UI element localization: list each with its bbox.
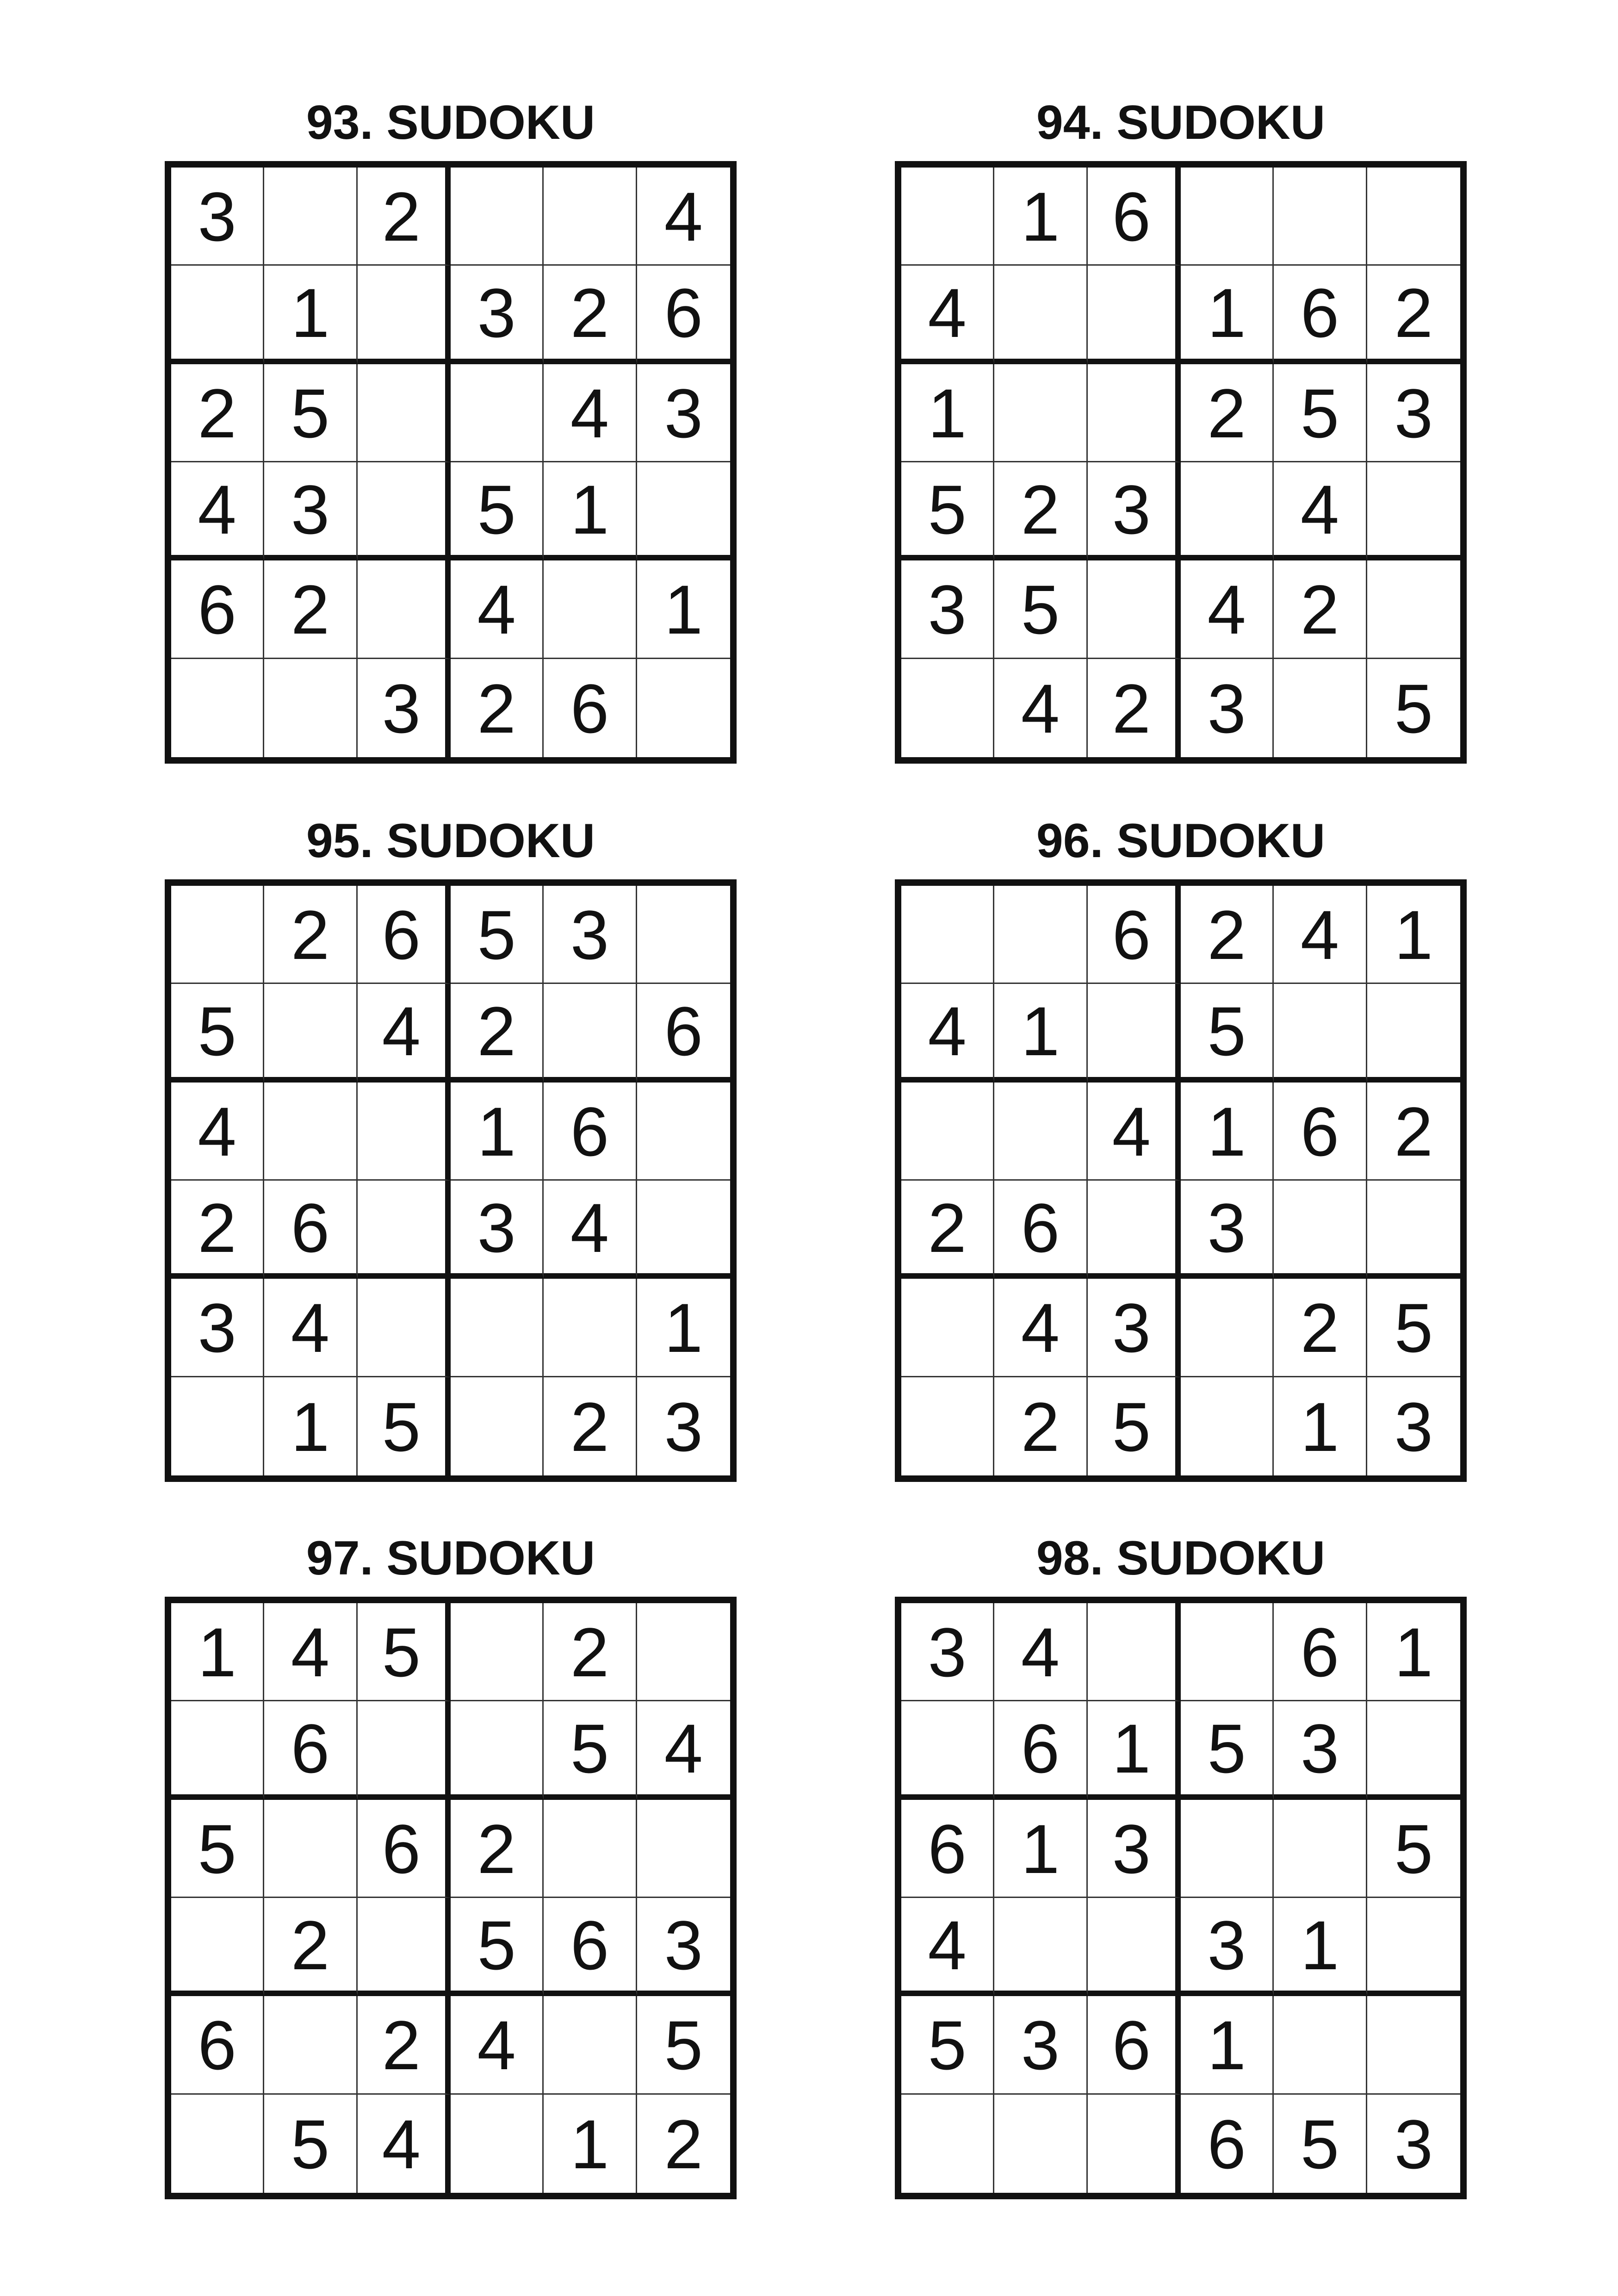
sudoku-cell: 1 bbox=[1274, 1898, 1367, 1996]
sudoku-cell bbox=[1367, 1701, 1460, 1799]
sudoku-cell bbox=[1181, 462, 1274, 560]
sudoku-cell bbox=[994, 2095, 1087, 2193]
sudoku-cell: 4 bbox=[451, 560, 544, 659]
sudoku-cell: 4 bbox=[994, 659, 1087, 757]
sudoku-cell: 1 bbox=[451, 1083, 544, 1181]
sudoku-cell bbox=[544, 168, 637, 266]
sudoku-cell: 2 bbox=[544, 1377, 637, 1475]
sudoku-cell bbox=[358, 1898, 451, 1996]
sudoku-cell: 2 bbox=[994, 1377, 1087, 1475]
sudoku-cell: 2 bbox=[358, 1996, 451, 2094]
sudoku-cell bbox=[544, 1279, 637, 1377]
sudoku-cell: 5 bbox=[1181, 1701, 1274, 1799]
sudoku-cell: 4 bbox=[358, 984, 451, 1082]
sudoku-cell bbox=[171, 1701, 264, 1799]
sudoku-cell: 1 bbox=[637, 1279, 730, 1377]
sudoku-cell: 3 bbox=[1274, 1701, 1367, 1799]
sudoku-cell: 1 bbox=[994, 168, 1087, 266]
sudoku-cell: 3 bbox=[664, 1388, 703, 1466]
sudoku-cell bbox=[451, 2095, 544, 2193]
sudoku-cell: 4 bbox=[901, 266, 994, 364]
sudoku-cell: 3 bbox=[1394, 1388, 1433, 1466]
sudoku-cell: 5 bbox=[1367, 1279, 1460, 1377]
sudoku-cell bbox=[171, 2095, 264, 2193]
puzzle-title: 94. SUDOKU bbox=[1036, 96, 1326, 149]
sudoku-cell: 5 bbox=[1394, 670, 1433, 748]
sudoku-cell: 4 bbox=[637, 168, 730, 266]
sudoku-cell: 1 bbox=[171, 1603, 264, 1701]
sudoku-cell: 5 bbox=[264, 2095, 357, 2193]
sudoku-cell: 1 bbox=[1274, 1377, 1367, 1475]
sudoku-cell: 1 bbox=[1181, 1083, 1274, 1181]
sudoku-cell: 2 bbox=[901, 1181, 994, 1279]
sudoku-cell: 4 bbox=[901, 1898, 994, 1996]
sudoku-cell: 6 bbox=[1088, 168, 1181, 266]
sudoku-cell bbox=[171, 886, 264, 984]
sudoku-cell: 1 bbox=[264, 1377, 357, 1475]
sudoku-cell: 1 bbox=[1181, 266, 1274, 364]
sudoku-cell bbox=[637, 1181, 730, 1279]
sudoku-cell bbox=[1181, 168, 1274, 266]
sudoku-cell: 3 bbox=[1367, 364, 1460, 462]
sudoku-cell bbox=[451, 168, 544, 266]
sudoku-cell: 2 bbox=[171, 364, 264, 462]
sudoku-cell: 6 bbox=[1274, 1603, 1367, 1701]
sudoku-cell bbox=[451, 1701, 544, 1799]
sudoku-cell: 1 bbox=[1088, 1701, 1181, 1799]
sudoku-cell: 1 bbox=[637, 560, 730, 659]
sudoku-cell bbox=[1088, 2095, 1181, 2193]
sudoku-cell bbox=[544, 1996, 637, 2094]
sudoku-cell bbox=[901, 659, 994, 757]
sudoku-cell: 2 bbox=[358, 168, 451, 266]
sudoku-cell: 1 bbox=[1181, 1996, 1274, 2094]
sudoku-cell: 3 bbox=[1088, 462, 1181, 560]
sudoku-cell: 1 bbox=[994, 984, 1087, 1082]
sudoku-cell: 2 bbox=[1367, 1083, 1460, 1181]
sudoku-cell bbox=[171, 1898, 264, 1996]
sudoku-cell: 5 bbox=[264, 364, 357, 462]
sudoku-cell bbox=[1274, 659, 1367, 757]
sudoku-cell: 5 bbox=[544, 1701, 637, 1799]
sudoku-cell bbox=[1367, 1898, 1460, 1996]
puzzle-title: 96. SUDOKU bbox=[1036, 814, 1326, 868]
sudoku-cell: 4 bbox=[1181, 560, 1274, 659]
sudoku-cell: 3 bbox=[994, 1996, 1087, 2094]
sudoku-cell bbox=[358, 1083, 451, 1181]
sudoku-cell: 4 bbox=[637, 1701, 730, 1799]
sudoku-cell bbox=[544, 984, 637, 1082]
sudoku-cell bbox=[1367, 560, 1460, 659]
sudoku-cell: 3 bbox=[358, 659, 451, 757]
sudoku-cell: 1 bbox=[1367, 1603, 1460, 1701]
sudoku-cell: 2 bbox=[264, 1898, 357, 1996]
sudoku-cell: 3 bbox=[637, 364, 730, 462]
sudoku-cell: 4 bbox=[264, 1603, 357, 1701]
sudoku-grid bbox=[165, 1597, 737, 2199]
sudoku-cell bbox=[994, 1083, 1087, 1181]
sudoku-cell: 5 bbox=[901, 1996, 994, 2094]
sudoku-cell: 3 bbox=[1181, 1181, 1274, 1279]
sudoku-cell: 1 bbox=[994, 1800, 1087, 1898]
sudoku-cell: 6 bbox=[1274, 1083, 1367, 1181]
sudoku-cell: 5 bbox=[994, 560, 1087, 659]
sudoku-cell: 6 bbox=[1274, 266, 1367, 364]
sudoku-cell: 6 bbox=[544, 659, 637, 757]
sudoku-cell bbox=[1088, 364, 1181, 462]
sudoku-cell bbox=[1274, 1996, 1367, 2094]
sudoku-cell bbox=[1367, 1181, 1460, 1279]
sudoku-cell bbox=[171, 659, 264, 757]
sudoku-grid bbox=[165, 161, 737, 764]
puzzle-title: 97. SUDOKU bbox=[306, 1531, 595, 1585]
sudoku-cell: 6 bbox=[544, 1083, 637, 1181]
sudoku-cell bbox=[264, 659, 357, 757]
sudoku-cell bbox=[637, 1083, 730, 1181]
sudoku-cell bbox=[1088, 266, 1181, 364]
sudoku-cell: 5 bbox=[1274, 2095, 1367, 2193]
sudoku-cell: 3 bbox=[451, 266, 544, 364]
sudoku-cell: 2 bbox=[171, 1181, 264, 1279]
sudoku-cell: 4 bbox=[1274, 462, 1367, 560]
sudoku-cell bbox=[264, 1996, 357, 2094]
sudoku-cell: 1 bbox=[901, 364, 994, 462]
sudoku-cell: 1 bbox=[264, 266, 357, 364]
sudoku-cell: 2 bbox=[264, 560, 357, 659]
sudoku-cell: 5 bbox=[451, 462, 544, 560]
sudoku-cell: 3 bbox=[637, 1898, 730, 1996]
sudoku-cell bbox=[901, 168, 994, 266]
sudoku-cell bbox=[901, 1701, 994, 1799]
sudoku-cell bbox=[901, 1279, 994, 1377]
sudoku-cell: 4 bbox=[1088, 1083, 1181, 1181]
sudoku-cell bbox=[637, 886, 730, 984]
sudoku-cell bbox=[1088, 560, 1181, 659]
sudoku-cell: 1 bbox=[544, 2095, 637, 2193]
sudoku-cell bbox=[1274, 1181, 1367, 1279]
sudoku-grid bbox=[895, 1597, 1467, 2199]
sudoku-cell bbox=[1274, 1800, 1367, 1898]
puzzle-title: 93. SUDOKU bbox=[306, 96, 595, 149]
sudoku-cell: 5 bbox=[901, 462, 994, 560]
sudoku-cell: 3 bbox=[544, 886, 637, 984]
sudoku-cell: 4 bbox=[994, 1603, 1087, 1701]
sudoku-cell: 5 bbox=[358, 1377, 451, 1475]
sudoku-cell: 3 bbox=[1181, 659, 1274, 757]
sudoku-cell bbox=[994, 886, 1087, 984]
sudoku-cell bbox=[544, 560, 637, 659]
sudoku-cell bbox=[1088, 1898, 1181, 1996]
sudoku-cell: 4 bbox=[544, 364, 637, 462]
sudoku-cell bbox=[451, 1279, 544, 1377]
sudoku-cell: 2 bbox=[264, 886, 357, 984]
sudoku-cell bbox=[451, 1377, 544, 1475]
sudoku-cell: 3 bbox=[171, 168, 264, 266]
sudoku-cell: 6 bbox=[358, 886, 451, 984]
sudoku-cell: 5 bbox=[1274, 364, 1367, 462]
sudoku-cell: 4 bbox=[358, 2095, 451, 2193]
sudoku-grid bbox=[895, 879, 1467, 1482]
sudoku-cell: 3 bbox=[901, 560, 994, 659]
sudoku-cell: 5 bbox=[1181, 984, 1274, 1082]
sudoku-cell: 5 bbox=[1088, 1377, 1181, 1475]
sudoku-grid bbox=[895, 161, 1467, 764]
sudoku-cell: 6 bbox=[544, 1898, 637, 1996]
sudoku-cell: 2 bbox=[1274, 1279, 1367, 1377]
sudoku-cell bbox=[637, 1800, 730, 1898]
sudoku-cell: 2 bbox=[544, 266, 637, 364]
sudoku-grid bbox=[165, 879, 737, 1482]
sudoku-cell bbox=[637, 659, 730, 757]
sudoku-cell: 2 bbox=[1181, 886, 1274, 984]
sudoku-cell: 2 bbox=[1367, 266, 1460, 364]
sudoku-cell: 1 bbox=[1367, 886, 1460, 984]
sudoku-cell: 3 bbox=[1394, 2105, 1433, 2184]
puzzle-title: 98. SUDOKU bbox=[1036, 1531, 1326, 1585]
sudoku-cell bbox=[1367, 1996, 1460, 2094]
sudoku-cell bbox=[1181, 1377, 1274, 1475]
sudoku-cell: 6 bbox=[171, 1996, 264, 2094]
sudoku-cell bbox=[901, 2095, 994, 2193]
sudoku-cell: 4 bbox=[264, 1279, 357, 1377]
sudoku-cell: 4 bbox=[451, 1996, 544, 2094]
sudoku-cell bbox=[637, 462, 730, 560]
sudoku-cell: 5 bbox=[171, 984, 264, 1082]
sudoku-cell bbox=[1181, 1279, 1274, 1377]
sudoku-cell bbox=[1274, 168, 1367, 266]
sudoku-cell bbox=[1274, 984, 1367, 1082]
sudoku-cell: 5 bbox=[171, 1800, 264, 1898]
sudoku-cell bbox=[901, 1083, 994, 1181]
sudoku-cell: 5 bbox=[451, 886, 544, 984]
sudoku-cell bbox=[1367, 462, 1460, 560]
sudoku-cell: 6 bbox=[901, 1800, 994, 1898]
sudoku-cell: 3 bbox=[451, 1181, 544, 1279]
sudoku-cell bbox=[264, 1800, 357, 1898]
sudoku-cell bbox=[994, 1898, 1087, 1996]
sudoku-cell bbox=[171, 1377, 264, 1475]
sudoku-cell: 6 bbox=[1088, 886, 1181, 984]
sudoku-cell bbox=[171, 266, 264, 364]
sudoku-cell bbox=[358, 266, 451, 364]
sudoku-cell: 4 bbox=[901, 984, 994, 1082]
sudoku-cell: 5 bbox=[358, 1603, 451, 1701]
sudoku-cell: 3 bbox=[264, 462, 357, 560]
puzzle-title: 95. SUDOKU bbox=[306, 814, 595, 868]
sudoku-cell bbox=[358, 462, 451, 560]
sudoku-cell bbox=[1181, 1800, 1274, 1898]
sudoku-cell bbox=[451, 1603, 544, 1701]
sudoku-cell bbox=[901, 1377, 994, 1475]
sudoku-cell: 4 bbox=[1274, 886, 1367, 984]
sudoku-cell: 2 bbox=[1181, 364, 1274, 462]
sudoku-cell: 6 bbox=[637, 984, 730, 1082]
sudoku-cell: 2 bbox=[451, 984, 544, 1082]
sudoku-cell: 2 bbox=[1274, 560, 1367, 659]
sudoku-cell: 4 bbox=[994, 1279, 1087, 1377]
sudoku-cell bbox=[451, 364, 544, 462]
sudoku-cell: 5 bbox=[1367, 1800, 1460, 1898]
sudoku-cell: 3 bbox=[1088, 1800, 1181, 1898]
sudoku-cell bbox=[264, 1083, 357, 1181]
sudoku-cell: 6 bbox=[171, 560, 264, 659]
sudoku-cell bbox=[994, 266, 1087, 364]
sudoku-cell: 2 bbox=[664, 2105, 703, 2184]
sudoku-cell bbox=[637, 1603, 730, 1701]
sudoku-cell bbox=[1088, 1181, 1181, 1279]
sudoku-cell bbox=[358, 364, 451, 462]
sudoku-cell: 2 bbox=[451, 1800, 544, 1898]
sudoku-cell: 6 bbox=[264, 1701, 357, 1799]
sudoku-cell: 4 bbox=[171, 462, 264, 560]
sudoku-cell bbox=[1367, 168, 1460, 266]
sudoku-cell: 4 bbox=[171, 1083, 264, 1181]
sudoku-cell bbox=[994, 364, 1087, 462]
sudoku-cell: 5 bbox=[451, 1898, 544, 1996]
sudoku-cell bbox=[1088, 1603, 1181, 1701]
sudoku-cell: 6 bbox=[264, 1181, 357, 1279]
sudoku-cell: 6 bbox=[994, 1701, 1087, 1799]
sudoku-cell bbox=[358, 1279, 451, 1377]
sudoku-cell: 6 bbox=[358, 1800, 451, 1898]
sudoku-cell: 1 bbox=[544, 462, 637, 560]
sudoku-cell: 2 bbox=[1088, 659, 1181, 757]
sudoku-cell: 2 bbox=[544, 1603, 637, 1701]
sudoku-cell: 3 bbox=[901, 1603, 994, 1701]
sudoku-cell bbox=[358, 1701, 451, 1799]
sudoku-cell: 6 bbox=[1088, 1996, 1181, 2094]
sudoku-cell bbox=[901, 886, 994, 984]
sudoku-cell: 6 bbox=[1181, 2095, 1274, 2193]
sudoku-cell bbox=[358, 560, 451, 659]
sudoku-cell: 3 bbox=[1088, 1279, 1181, 1377]
sudoku-cell: 2 bbox=[451, 659, 544, 757]
sudoku-cell: 3 bbox=[171, 1279, 264, 1377]
sudoku-cell: 6 bbox=[994, 1181, 1087, 1279]
sudoku-cell: 5 bbox=[637, 1996, 730, 2094]
sudoku-cell bbox=[1367, 984, 1460, 1082]
sudoku-cell bbox=[264, 168, 357, 266]
sudoku-cell bbox=[264, 984, 357, 1082]
sudoku-cell: 4 bbox=[544, 1181, 637, 1279]
sudoku-cell: 3 bbox=[1181, 1898, 1274, 1996]
sudoku-cell bbox=[1181, 1603, 1274, 1701]
sudoku-cell: 2 bbox=[994, 462, 1087, 560]
sudoku-cell: 6 bbox=[637, 266, 730, 364]
sudoku-cell bbox=[544, 1800, 637, 1898]
sudoku-cell bbox=[358, 1181, 451, 1279]
sudoku-cell bbox=[1088, 984, 1181, 1082]
